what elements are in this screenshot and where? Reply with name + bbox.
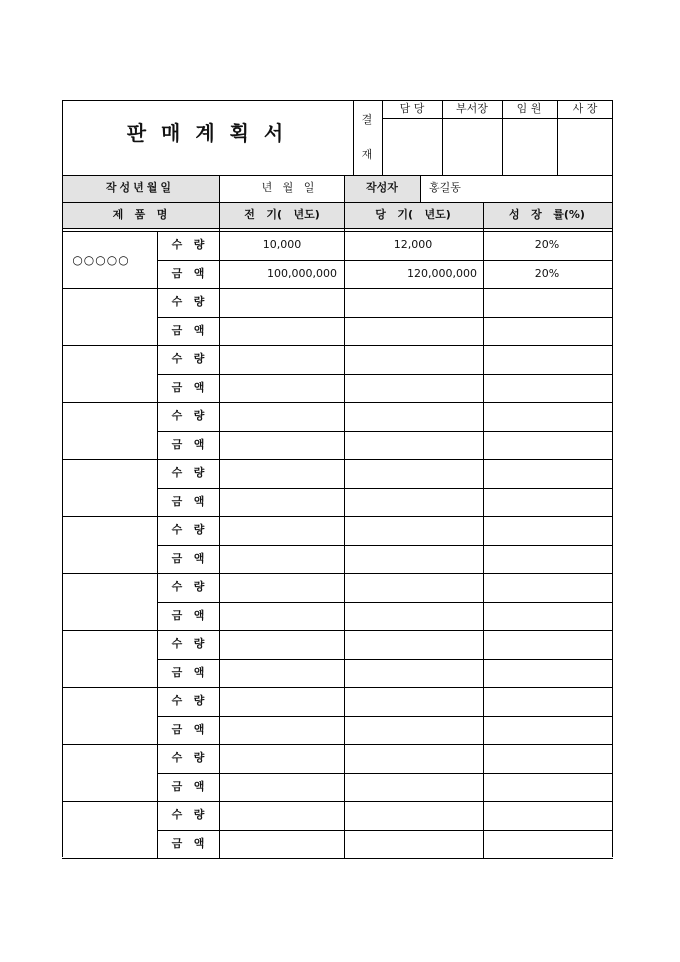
header-current: 당 기( 년도) [375,208,451,221]
approval-col-president: 사 장 [572,102,598,115]
author-label: 작성자 [366,181,398,194]
approval-header-line [382,118,613,119]
row-mid-line [157,431,613,432]
row-bottom-line [62,801,613,802]
author-value: 홍길동 [429,181,461,194]
date-label: 작성년월일 [105,181,175,194]
amount-label: 금 액 [171,837,205,850]
header-bottom-line [62,228,613,229]
approval-col-dept-head: 부서장 [456,102,488,115]
document-title: 판 매 계 획 서 [126,121,288,145]
approval-label-bottom: 재 [361,148,373,161]
quantity-label: 수 량 [171,694,205,707]
amt-previous: 100,000,000 [267,267,337,280]
row-mid-line [157,773,613,774]
amount-label: 금 액 [171,609,205,622]
row-mid-line [157,317,613,318]
border-top [62,100,613,101]
row-bottom-line [62,402,613,403]
row-bottom-line [62,459,613,460]
quantity-label: 수 량 [171,238,205,251]
info-line-3 [420,175,421,202]
date-value: 년 월 일 [261,181,315,194]
quantity-label: 수 량 [171,523,205,536]
info-line-2 [344,175,345,202]
row-bottom-line [62,516,613,517]
row-bottom-line [62,573,613,574]
row-mid-line [157,260,613,261]
amount-label: 금 액 [171,495,205,508]
header-product: 제 품 명 [112,208,168,221]
amount-label: 금 액 [171,381,205,394]
amount-label: 금 액 [171,723,205,736]
quantity-label: 수 량 [171,637,205,650]
info-line-1 [219,175,220,202]
approval-col-staff: 담 당 [399,102,425,115]
approval-col-line-3 [557,100,558,175]
quantity-label: 수 량 [171,580,205,593]
approval-col-line-1 [442,100,443,175]
qty-current: 12,000 [393,238,433,251]
row-mid-line [157,374,613,375]
quantity-label: 수 량 [171,409,205,422]
amount-label: 금 액 [171,552,205,565]
title-bottom-line [62,175,613,176]
amount-label: 금 액 [171,780,205,793]
header-previous: 전 기( 년도) [244,208,320,221]
header-double-line [62,231,613,232]
approval-left-line [353,100,354,175]
quantity-label: 수 량 [171,808,205,821]
row-mid-line [157,716,613,717]
row-bottom-line [62,858,613,859]
header-growth: 성 장 률(%) [509,208,585,221]
quantity-label: 수 량 [171,466,205,479]
row-bottom-line [62,345,613,346]
row-mid-line [157,545,613,546]
header-line-2 [344,202,345,231]
approval-col-executive: 임 원 [516,102,542,115]
row-bottom-line [62,687,613,688]
row-bottom-line [62,288,613,289]
row-bottom-line [62,744,613,745]
qty-previous: 10,000 [262,238,302,251]
row-mid-line [157,830,613,831]
amount-label: 금 액 [171,267,205,280]
row-mid-line [157,602,613,603]
row-mid-line [157,488,613,489]
row-mid-line [157,659,613,660]
row-bottom-line [62,630,613,631]
approval-label-top: 결 [361,113,373,126]
amount-label: 금 액 [171,438,205,451]
amt-growth: 20% [534,267,560,280]
quantity-label: 수 량 [171,352,205,365]
header-line-3 [483,202,484,231]
qty-growth: 20% [534,238,560,251]
approval-label-line [382,100,383,175]
header-line-1 [219,202,220,231]
quantity-label: 수 량 [171,751,205,764]
amount-label: 금 액 [171,666,205,679]
approval-col-line-2 [502,100,503,175]
product-name: ○○○○○ [72,253,130,267]
info-bottom-line [62,202,613,203]
amt-current: 120,000,000 [407,267,477,280]
quantity-label: 수 량 [171,295,205,308]
amount-label: 금 액 [171,324,205,337]
